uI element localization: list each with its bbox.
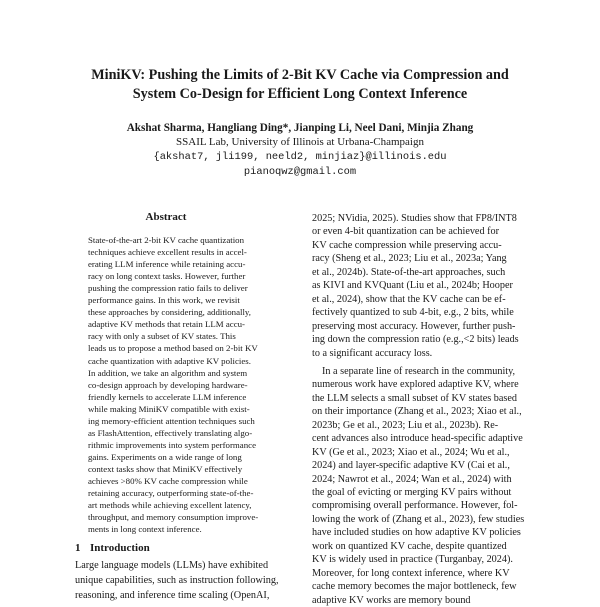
text-line: work on quantized KV cache, despite quantized [312,540,507,552]
text-line: unique capabilities, such as instruction following, [75,575,279,586]
author-email-secondary: pianoqwz@gmail.com [243,166,357,178]
text-line: 2025; NVidia, 2025). Studies show that FP8/INT8 [312,213,517,224]
text-line: friendly kernels to accelerate LLM inference [88,391,247,402]
text-line: throughput, and memory consumption improve- [88,512,259,523]
text-line: while making MiniKV compatible with exist- [88,403,250,414]
author-emails: {akshat7, jli199, neeld2, minjiaz}@illinois.edu [153,151,447,163]
text-line: racy on long context tasks. However, further [88,271,246,282]
text-line: the LLM selects a small subset of KV states based [312,392,517,404]
text-line: pushing the compression ratio fails to deliver [88,283,248,294]
text-line: 2024; Nawrot et al., 2024; Wan et al., 2024) with [312,473,512,485]
text-line: numerous work have explored adaptive KV, where [312,379,519,391]
text-line: In addition, we take an algorithm and system [88,367,248,378]
text-line: these approaches by considering, additionally, [88,307,251,318]
text-line: leads us to propose a method based on 2-bit KV [88,343,258,354]
section-heading-introduction [75,541,150,555]
text-line: retaining accuracy, outperforming state-of-the- [88,488,254,499]
text-line: erating LLM inference while retaining accu- [88,259,246,270]
text-line: achieves >80% KV cache compression while [88,476,248,486]
text-line: 2024) and layer-specific adaptive KV (Cai et al., [312,460,510,472]
text-line: techniques achieve excellent results in accel- [88,247,247,258]
text-line: ing down the compression ratio (e.g.,<2 bits) leads [312,334,519,346]
text-line: or even 4-bit quantization can be achieved for [312,226,499,238]
text-line: racy with only a subset of KV states. This [88,331,236,342]
text-line: to a significant accuracy loss. [312,347,433,359]
section-title: Introduction [90,542,150,554]
affiliation: SSAIL Lab, University of Illinois at Urbana-Champaign [176,136,424,148]
text-line: ing memory-efficient attention techniques such [88,415,255,426]
text-line: et al., 2024b). State-of-the-art approaches, such [312,266,506,278]
text-line: reasoning, and inference time scaling (OpenAI, [75,590,270,601]
text-line: adaptive KV methods that retain LLM accu- [88,319,246,330]
text-line: cache memory becomes the major bottleneck, few [312,581,517,593]
text-line: Large language models (LLMs) have exhibited [75,560,269,571]
text-line: adaptive KV works are memory bound [312,594,471,606]
text-line: compromising overall performance. However, fol- [312,500,518,512]
text-line: KV cache compression while preserving accu- [312,239,502,251]
text-line: cache quantization with adaptive KV policies. [88,355,251,366]
text-line: et al., 2024), show that the KV cache can be ef- [312,293,506,305]
author-list: Akshat Sharma, Hangliang Ding*, Jianping Li, Neel Dani, Minjia Zhang [126,122,474,134]
text-line: gains. Experiments on a wide range of long [88,451,242,462]
text-line: preserving most accuracy. However, further push- [312,320,516,332]
text-line: as FlashAttention, effectively translating algo- [88,427,253,438]
text-line: co-design approach by developing hardware- [88,379,248,390]
text-line: In a separate line of research in the community, [322,365,516,377]
text-line: the goal of evicting or merging KV pairs without [312,487,512,498]
text-line: lowing the work of (Zhang et al., 2023), few studies [312,513,525,525]
title-line: System Co-Design for Efficient Long Context Inference [132,86,468,102]
text-line: Moreover, for long context inference, where KV [312,567,510,579]
text-line: fectively quantized to sub 4-bit, e.g., 2 bits, while [312,307,514,319]
section-number: 1 [75,542,81,554]
text-line: on their importance (Zhang et al., 2023; Xiao et al., [312,406,522,418]
text-line: racy (Sheng et al., 2023; Liu et al., 2023a; Yang [312,253,507,265]
text-line: State-of-the-art 2-bit KV cache quantization [88,235,245,245]
text-line: ments in long context inference. [88,524,202,535]
text-line: have included studies on how adaptive KV policies [312,527,521,539]
title-line: MiniKV: Pushing the Limits of 2-Bit KV Cache via Compression and [91,67,509,83]
text-line: context tasks show that MiniKV effectively [88,463,243,474]
text-line: as KIVI and KVQuant (Liu et al., 2024b; Hooper [312,280,513,292]
text-line: cent advances also introduce head-specific adaptive [312,433,523,445]
text-line: rithmic improvements into system performance [88,439,256,450]
text-line: KV (Ge et al., 2023; Xiao et al., 2024; Wu et al., [312,446,510,458]
text-line: art methods while achieving excellent latency, [88,500,252,511]
paper-title [40,66,560,104]
abstract-heading: Abstract [145,211,187,223]
text-line: 2023b; Ge et al., 2023; Liu et al., 2023b). Re- [312,419,499,431]
text-line: performance gains. In this work, we revisit [88,295,240,306]
text-line: KV is widely used in practice (Turganbay, 2024). [312,554,513,566]
